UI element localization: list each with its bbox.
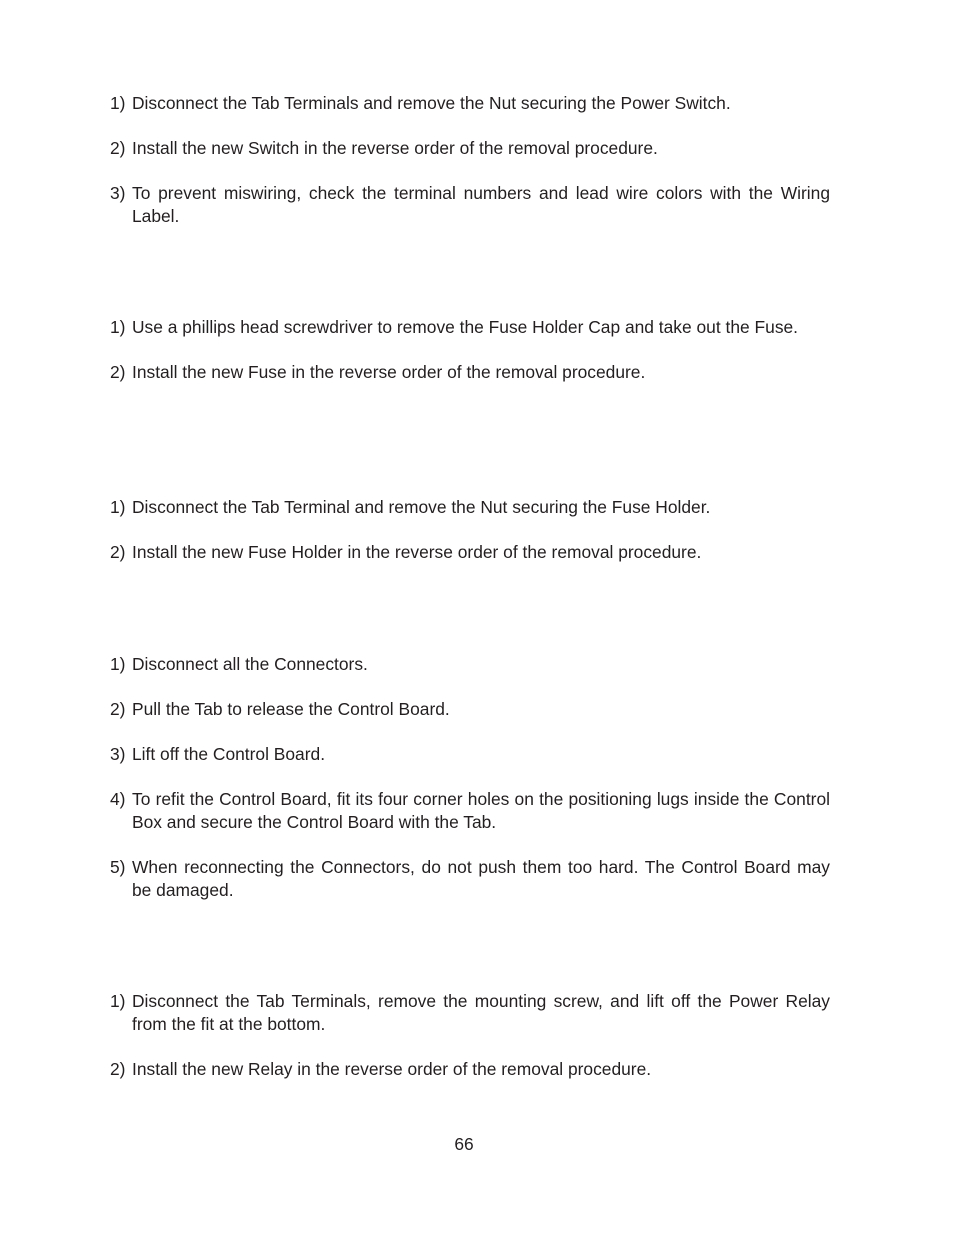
item-number: 1) bbox=[110, 317, 126, 337]
item-number: 2) bbox=[110, 138, 126, 158]
fuse-steps bbox=[110, 316, 830, 384]
item-number: 1) bbox=[110, 497, 126, 517]
item-text: Pull the Tab to release the Control Board. bbox=[132, 699, 450, 719]
list-item bbox=[110, 541, 830, 564]
item-text: Use a phillips head screwdriver to remove the Fuse Holder Cap and take out the Fuse. bbox=[132, 317, 799, 337]
item-text: To refit the Control Board, fit its four corner holes on the positioning lugs inside the Control Box and secure the Control Board with the Tab. bbox=[132, 789, 830, 832]
list-item bbox=[110, 316, 830, 339]
item-text: When reconnecting the Connectors, do not push them too hard. The Control Board may be damaged. bbox=[132, 857, 830, 900]
list-item bbox=[110, 990, 830, 1036]
item-text: Lift off the Control Board. bbox=[132, 744, 326, 764]
item-number: 3) bbox=[110, 183, 126, 203]
list-item bbox=[110, 1058, 830, 1081]
item-text: Disconnect the Tab Terminals, remove the mounting screw, and lift off the Power Relay from the fit at the bottom. bbox=[132, 991, 830, 1034]
item-text: Disconnect all the Connectors. bbox=[132, 654, 368, 674]
item-text: To prevent miswiring, check the terminal numbers and lead wire colors with the Wiring Label. bbox=[132, 183, 830, 226]
list-item bbox=[110, 698, 830, 721]
list-item bbox=[110, 496, 830, 519]
list-item bbox=[110, 743, 830, 766]
fuse-holder-steps bbox=[110, 496, 830, 564]
page-number: 66 bbox=[454, 1134, 474, 1154]
list-item bbox=[110, 788, 830, 834]
power-switch-steps bbox=[110, 92, 830, 228]
item-text: Disconnect the Tab Terminal and remove the Nut securing the Fuse Holder. bbox=[132, 497, 711, 517]
list-item bbox=[110, 653, 830, 676]
control-board-steps bbox=[110, 653, 830, 902]
item-text: Install the new Relay in the reverse order of the removal procedure. bbox=[132, 1059, 652, 1079]
item-number: 1) bbox=[110, 654, 126, 674]
item-number: 2) bbox=[110, 362, 126, 382]
list-item bbox=[110, 856, 830, 902]
item-text: Install the new Switch in the reverse order of the removal procedure. bbox=[132, 138, 658, 158]
list-item bbox=[110, 361, 830, 384]
item-number: 1) bbox=[110, 991, 126, 1011]
item-text: Disconnect the Tab Terminals and remove the Nut securing the Power Switch. bbox=[132, 93, 731, 113]
item-text: Install the new Fuse in the reverse order of the removal procedure. bbox=[132, 362, 646, 382]
list-item bbox=[110, 182, 830, 228]
item-number: 3) bbox=[110, 744, 126, 764]
item-number: 2) bbox=[110, 542, 126, 562]
power-relay-steps bbox=[110, 990, 830, 1081]
item-number: 2) bbox=[110, 1059, 126, 1079]
list-item bbox=[110, 137, 830, 160]
item-number: 1) bbox=[110, 93, 126, 113]
item-number: 2) bbox=[110, 699, 126, 719]
list-item bbox=[110, 92, 830, 115]
item-number: 4) bbox=[110, 789, 126, 809]
item-text: Install the new Fuse Holder in the reverse order of the removal procedure. bbox=[132, 542, 702, 562]
item-number: 5) bbox=[110, 857, 126, 877]
